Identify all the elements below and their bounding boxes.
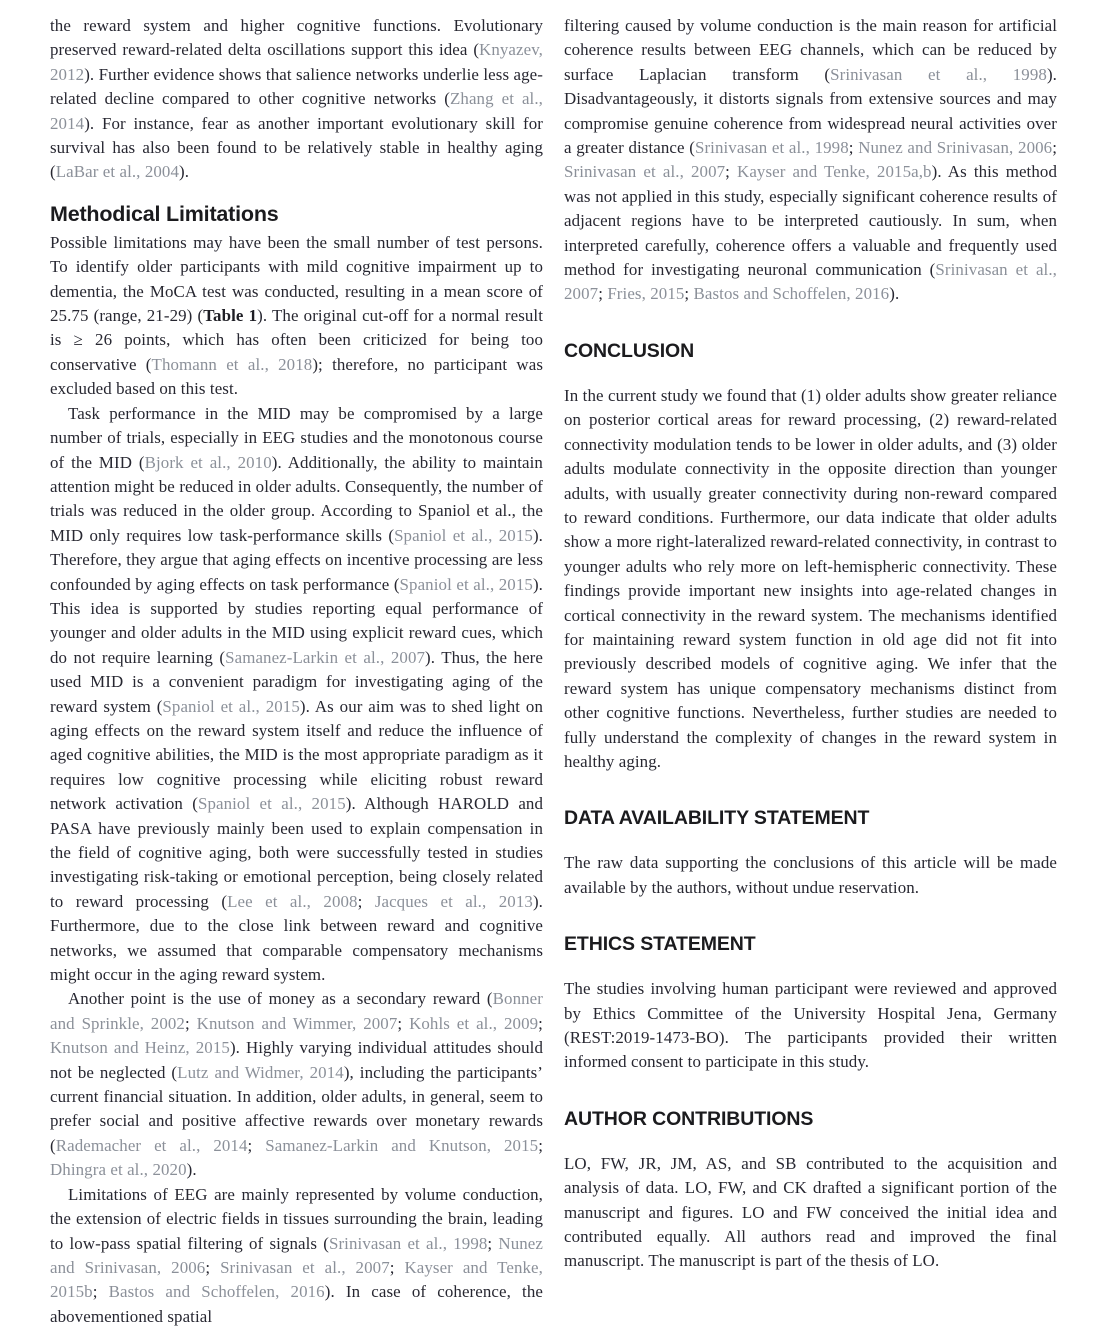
citation-link[interactable]: Kayser and Tenke, 2015a,b [737,162,932,182]
text-run: ). For instance, fear as another important evolutionary skill for survival has also been found to be relatively stable in healthy aging ( [50,113,543,182]
citation-link[interactable]: Srinivasan et al., 2007 [220,1257,390,1277]
subsection-heading: Methodical Limitations [50,201,279,226]
citation-link[interactable]: Bastos and Schoffelen, 2016 [693,284,890,304]
citation-link[interactable]: Spaniol et al., 2015 [394,525,533,545]
paragraph [564,977,1057,1075]
text-run: ; [389,1257,405,1277]
text-run: ). Thus, the here used MID is a convenient paradigm for investigating aging of the reward system ( [50,647,543,716]
citation-link[interactable]: Spaniol et al., 2015 [399,574,533,594]
citation-link[interactable]: Spaniol et al., 2015 [162,696,300,716]
paragraph [564,384,1057,775]
text-run: ). Although HAROLD and PASA have previously mainly been used to explain compensation in the field of cognitive aging, both were successfully tested in studies investigating risk-taking or emotional perception, being closely related to reward processing ( [50,794,544,911]
text-run: Task performance in the MID may be compromised by a large number of trials, especially in EEG studies and the monotonous course of the MID ( [50,403,543,472]
citation-link[interactable]: Fries, 2015 [607,284,685,304]
text-run: Another point is the use of money as a secondary reward ( [68,989,493,1009]
text-run: ). As this method was not applied in this study, especially significant coherence results of adjacent regions have to be interpreted cautiously. In sum, when interpreted carefully, coherence offers a valuable and frequently used method for investigating neuronal communication ( [564,162,1057,280]
text-run: ; [598,284,608,304]
text-run: ). Further evidence shows that salience networks underlie less age-related decline compared to other cognitive networks ( [50,64,543,109]
paragraph [50,987,543,1182]
citation-link[interactable]: Srinivasan et al., 1998 [830,64,1047,84]
text-run: ; [684,284,694,304]
text-run: ; [848,138,859,158]
text-run: ; [184,1013,197,1033]
text-run: ). This idea is supported by studies reporting equal performance of younger and older adults in the MID using explicit reward cues, which do not require learning ( [50,574,543,667]
text-run: ; [538,1013,543,1033]
citation-link[interactable]: LaBar et al., 2004 [55,162,180,182]
paragraph [50,402,543,988]
section-heading: CONCLUSION [564,339,695,362]
text-run: ). [186,1160,197,1180]
citation-link[interactable]: Bastos and Schoffelen, 2016 [108,1282,325,1302]
text-run: ; [1052,138,1057,158]
text-run: The raw data supporting the conclusions of this article will be made available by the authors, without undue reservation. [564,853,1057,897]
citation-link[interactable]: Jacques et al., 2013 [374,891,533,911]
citation-link[interactable]: Srinivasan et al., 2007 [564,260,1057,304]
paragraph [564,14,1057,307]
text-run: ). Therefore, they argue that aging effects on incentive processing are less confounded by aging effects on task performance ( [50,525,543,594]
text-run: The studies involving human participant were reviewed and approved by Ethics Committee of the University Hospital Jena, Germany (REST:2019-1473-BO). The participants provided their written informed consent to participate in this study. [564,979,1057,1072]
left-column [50,14,543,1329]
citation-link[interactable]: Samanez-Larkin et al., 2007 [225,647,426,667]
text-run: ). As our aim was to shed light on aging effects on the reward system itself and reduce the influence of aged cognitive abilities, the MID is the most appropriate paradigm as it requires low cognitive processing while eliciting robust reward network activation ( [50,696,543,814]
text-run: the reward system and higher cognitive functions. Evolutionary preserved reward-related delta oscillations support this idea ( [50,16,543,60]
text-run: Possible limitations may have been the small number of test persons. To identify older participants with mild cognitive impairment up to dementia, the MoCA test was conducted, resulting in a mean score of 25.75 (range, 21-29) ( [50,232,543,326]
citation-link[interactable]: Srinivasan et al., 2007 [564,162,726,182]
text-run: ; [487,1233,499,1253]
citation-link[interactable]: Knyazev, 2012 [50,40,543,84]
citation-link[interactable]: Srinivasan et al., 1998 [328,1233,488,1253]
text-run: ; [397,1013,410,1033]
section-heading: ETHICS STATEMENT [564,933,756,956]
section-heading: DATA AVAILABILITY STATEMENT [564,807,870,830]
paragraph [50,1183,543,1329]
text-run: ; [538,1135,543,1155]
citation-link[interactable]: Zhang et al., 2014 [50,89,543,133]
citation-link[interactable]: Knutson and Wimmer, 2007 [196,1013,398,1033]
text-run: ). The original cut-off for a normal result is ≥ 26 points, which has often been criticized for being too conservative ( [50,306,544,374]
right-column [564,14,1057,1329]
citation-link[interactable]: Lee et al., 2008 [227,891,358,911]
text-run: Limitations of EEG are mainly represented by volume conduction, the extension of electric fields in tissues surrounding the brain, leading to low-pass spatial filtering of signals ( [50,1184,543,1253]
citation-link[interactable]: Nunez and Srinivasan, 2006 [858,138,1053,158]
citation-link[interactable]: Dhingra et al., 2020 [50,1160,187,1180]
citation-link[interactable]: Kohls et al., 2009 [409,1013,539,1033]
table-reference[interactable]: Table 1 [203,306,258,326]
citation-link[interactable]: Samanez-Larkin and Knutson, 2015 [265,1135,539,1155]
paragraph [564,851,1057,900]
text-run: ). [179,162,190,182]
text-run: filtering caused by volume conduction is the main reason for artificial coherence results between EEG channels, which can be reduced by surface Laplacian transform ( [564,16,1057,84]
text-run: ). Additionally, the ability to maintain attention might be reduced in older adults. Consequently, the number of trials was reduced in the older group. According to Spaniol et al., the MID only requires low task-performance skills ( [50,452,543,545]
text-run: ; [725,162,738,182]
text-run: ). Disadvantageously, it distorts signals from extensive sources and may compromise genuine coherence from widespread neural activities over a greater distance ( [564,64,1057,158]
citation-link[interactable]: Nunez and Srinivasan, 2006 [50,1233,543,1277]
text-run: In the current study we found that (1) older adults show greater reliance on posterior cortical areas for reward processing, (2) reward-related connectivity modulation tends to be lower in older adults, and (3) older adults modulate connectivity in the opposite direction than younger adults, with usually greater connectivity during non-reward compared to reward conditions. Furthermore, our data indicate that older adults show a more right-lateralized reward-related connectivity, in contrast to younger adults who rely more on left-hemispheric connectivity. These findings provide important new insights into age-related changes in cortical connectivity in the reward system. The mechanisms identified for maintaining reward system function in old age did not fit into previously described models of cognitive aging. We infer that the reward system has unique compensatory mechanisms distinct from other cognitive functions. Nevertheless, further studies are needed to fully understand the complexity of changes in the reward system in healthy aging. [564,385,1057,771]
citation-link[interactable]: Srinivasan et al., 1998 [694,138,849,158]
text-run: LO, FW, JR, JM, AS, and SB contributed to the acquisition and analysis of data. LO, FW, and CK drafted a significant portion of the manuscript and figures. LO and FW conceived the initial idea and contributed equally. All authors read and improved the final manuscript. The manuscript is part of the thesis of LO. [564,1153,1057,1271]
text-run: ). Furthermore, due to the close link between reward and cognitive networks, we assumed that comparable compensatory mechanisms might occur in the aging reward system. [50,891,543,985]
paragraph [564,1152,1057,1274]
text-run: ; [205,1257,221,1277]
paragraph [50,231,543,402]
citation-link[interactable]: Knutson and Heinz, 2015 [50,1038,230,1058]
citation-link[interactable]: Bonner and Sprinkle, 2002 [50,989,543,1033]
text-run: ). Highly varying individual attitudes should not be neglected ( [50,1038,544,1082]
text-run: ). [889,284,900,304]
two-column-layout [50,14,1056,1329]
text-run: ; [357,891,375,911]
citation-link[interactable]: Thomann et al., 2018 [151,354,313,374]
text-run: ; [247,1135,266,1155]
paragraph [50,14,543,185]
text-run: ); therefore, no participant was excluded based on this test. [50,354,543,399]
text-run: ), including the participants’ current financial situation. In addition, older adults, in general, seem to prefer social and positive affective rewards over monetary rewards ( [50,1062,544,1155]
citation-link[interactable]: Lutz and Widmer, 2014 [177,1062,344,1082]
section-heading: AUTHOR CONTRIBUTIONS [564,1107,814,1130]
citation-link[interactable]: Bjork et al., 2010 [144,452,272,472]
citation-link[interactable]: Rademacher et al., 2014 [55,1135,248,1155]
text-run: ; [92,1282,109,1302]
citation-link[interactable]: Spaniol et al., 2015 [197,794,346,814]
text-run: ). In case of coherence, the abovementioned spatial [50,1282,543,1326]
citation-link[interactable]: Kayser and Tenke, 2015b [50,1257,543,1302]
